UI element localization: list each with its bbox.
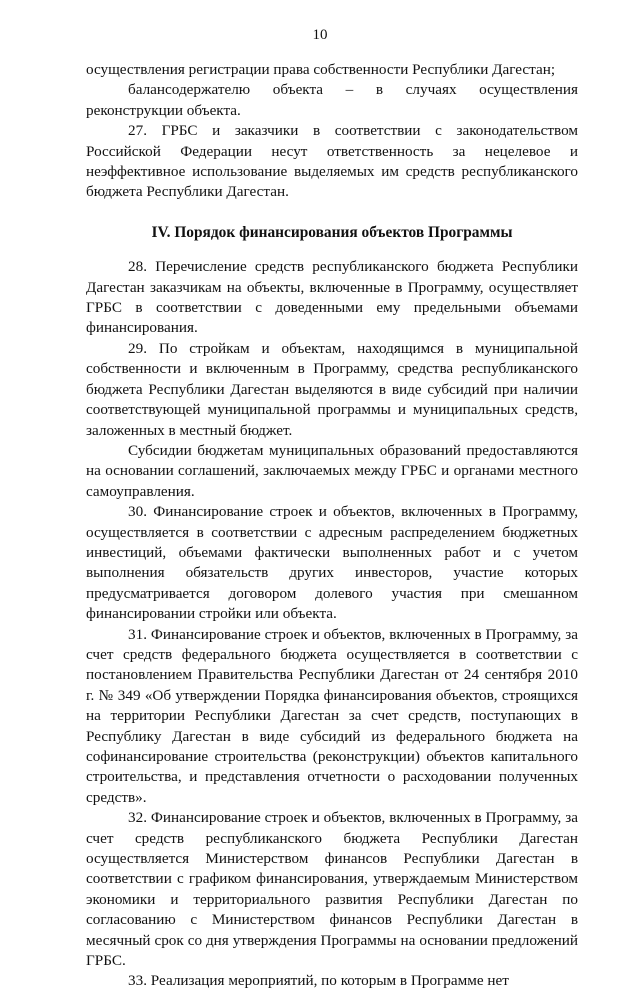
paragraph: балансодержателю объекта – в случаях осуществления реконструкции объекта. <box>86 81 578 119</box>
paragraph-33: 33. Реализация мероприятий, по которым в Программе нет <box>128 972 509 990</box>
paragraph-28: 28. Перечисление средств республиканского бюджета Республики Дагестан заказчикам на объекты, включенные в Программу, осуществляет ГРБС в соответствии с доведенными ему предельными объемами финансирования. <box>86 258 578 337</box>
paragraph-29: 29. По стройкам и объектам, находящимся в муниципальной собственности и включенным в Программу, средства республиканского бюджета Республики Дагестан выделяются в виде субсидий при наличии соответствующей муниципальной программы и муниципальных средств, заложенных в местный бюджет. <box>86 339 578 439</box>
paragraph-30: 30. Финансирование строек и объектов, включенных в Программу, осуществляется в соответствии с адресным распределением бюджетных инвестиций, объемами фактически выполненных работ и с учетом выполнения обязательств других инвесторов, участие которых предусматривается договором долевого участия при смешанном финансировании стройки или объекта. <box>86 503 578 623</box>
paragraph-subsidies: Субсидии бюджетам муниципальных образований предоставляются на основании соглашений, заключаемых между ГРБС и органами местного самоуправления. <box>86 441 578 500</box>
section-heading: IV. Порядок финансирования объектов Программы <box>151 223 513 241</box>
page-number: 10 <box>312 27 328 43</box>
document-body <box>86 60 578 992</box>
paragraph-31: 31. Финансирование строек и объектов, включенных в Программу, за счет средств федерального бюджета осуществляется в соответствии с постановлением Правительства Республики Дагестан от 24 сентября 2010 г. № 349 «Об утверждении Порядка финансирования объектов, строящихся на территории Республики Дагестан за счет средств, поступающих в Республику Дагестан в виде субсидий из федерального бюджета на софинансирование строительства (реконструкции) объектов капитального строительства, и представления отчетности о расходовании полученных средств». <box>86 625 578 806</box>
paragraph-32: 32. Финансирование строек и объектов, включенных в Программу, за счет средств республиканского бюджета Республики Дагестан осуществляется Министерством финансов Республики Дагестан в соответствии с графиком финансирования, утверждаемым Министерством экономики и территориального развития Республики Дагестан по согласованию с Министерством финансов Республики Дагестан в месячный срок со дня утверждения Программы на основании предложений ГРБС. <box>86 809 578 970</box>
paragraph-27: 27. ГРБС и заказчики в соответствии с законодательством Российской Федерации несут ответственность за нецелевое и неэффективное использование выделяемых им средств республиканского бюджета Республики Дагестан. <box>86 122 578 201</box>
paragraph: осуществления регистрации права собственности Республики Дагестан; <box>86 61 556 78</box>
